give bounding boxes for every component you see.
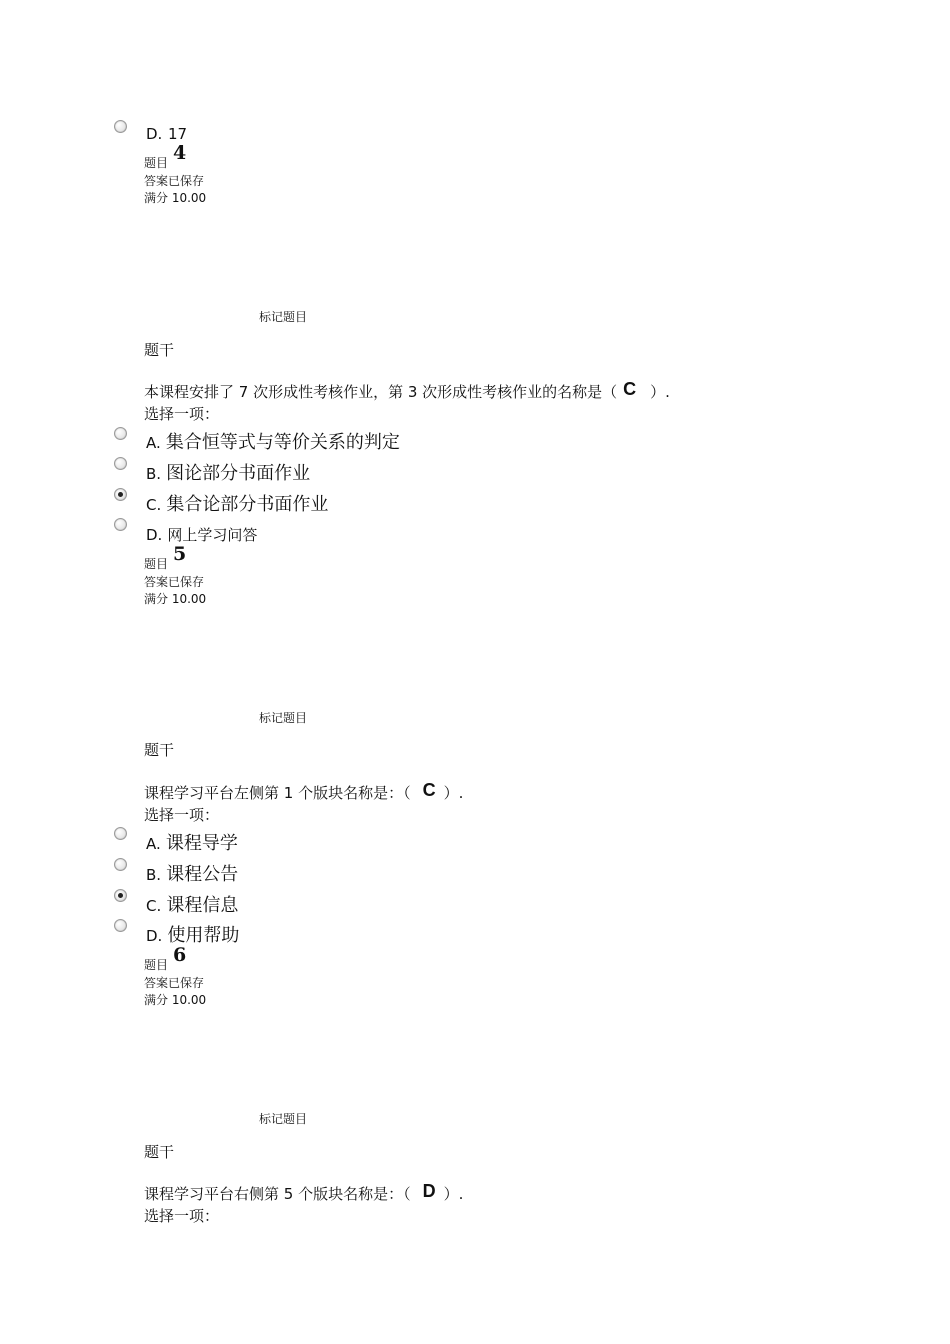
question-stem [144,381,670,402]
option-c-radio[interactable] [114,488,127,501]
option-letter: B. [146,866,162,884]
option-letter: D. [146,927,163,945]
question-number: 4 [173,142,187,164]
save-status: 答案已保存 [144,575,205,589]
option-text: 集合论部分书面作业 [166,494,329,515]
save-status: 答案已保存 [144,174,205,188]
option-d-radio[interactable] [114,919,127,932]
stem-after: ）. [650,383,670,401]
option-text: 课程导学 [165,833,238,854]
option-letter: D. [146,526,163,544]
option-text: 课程信息 [166,895,239,916]
option-a [146,829,238,855]
question-label: 题目 [144,156,169,170]
option-b [146,459,310,485]
option-d-text: 17 [168,125,188,143]
option-letter: A. [146,434,161,452]
option-a [146,428,400,454]
option-c-radio[interactable] [114,889,127,902]
stem-after: ）. [443,1185,464,1203]
answer-letter: D [422,1181,436,1201]
option-c [146,490,328,516]
question-label: 题目 [144,557,169,571]
question-score: 满分 10.00 [144,993,207,1007]
save-status: 答案已保存 [144,976,205,990]
stem-after: ）. [443,784,464,802]
option-letter: C. [146,897,162,915]
option-a-radio[interactable] [114,427,127,440]
flag-question-link[interactable]: 标记题目 [259,310,308,324]
stem-before: 本课程安排了 7 次形成性考核作业，第 3 次形成性考核作业的名称是（ [144,383,618,401]
option-text: 集合恒等式与等价关系的判定 [165,432,400,453]
choose-prompt: 选择一项： [144,806,220,824]
question-score: 满分 10.00 [144,592,207,606]
option-letter: A. [146,835,161,853]
stem-heading: 题干 [144,341,175,359]
question-stem [144,1183,463,1204]
option-d-radio[interactable] [114,518,127,531]
option-c [146,891,238,917]
question-stem [144,782,463,803]
answer-letter: C [623,379,637,399]
option-a-radio[interactable] [114,827,127,840]
flag-question-link[interactable]: 标记题目 [259,711,308,725]
option-b [146,860,238,886]
stem-heading: 题干 [144,741,175,759]
stem-before: 课程学习平台左侧第 1 个版块名称是：（ [144,784,411,802]
option-d [146,921,239,947]
answer-letter: C [422,780,436,800]
option-text: 使用帮助 [167,925,240,946]
option-b-radio[interactable] [114,858,127,871]
question-label: 题目 [144,958,169,972]
option-letter: C. [146,496,162,514]
option-d [146,524,257,545]
option-text: 图论部分书面作业 [166,463,311,484]
stem-heading: 题干 [144,1143,175,1161]
question-number: 6 [173,944,187,966]
option-letter: B. [146,465,162,483]
option-d-radio[interactable] [114,120,127,133]
question-score: 满分 10.00 [144,191,207,205]
choose-prompt: 选择一项： [144,405,220,423]
question-number: 5 [173,543,187,565]
choose-prompt: 选择一项： [144,1207,220,1225]
stem-before: 课程学习平台右侧第 5 个版块名称是：（ [144,1185,411,1203]
option-text: 网上学习问答 [167,526,258,544]
flag-question-link[interactable]: 标记题目 [259,1112,308,1126]
option-b-radio[interactable] [114,457,127,470]
option-d-letter: D. [146,125,163,143]
option-text: 课程公告 [166,864,239,885]
